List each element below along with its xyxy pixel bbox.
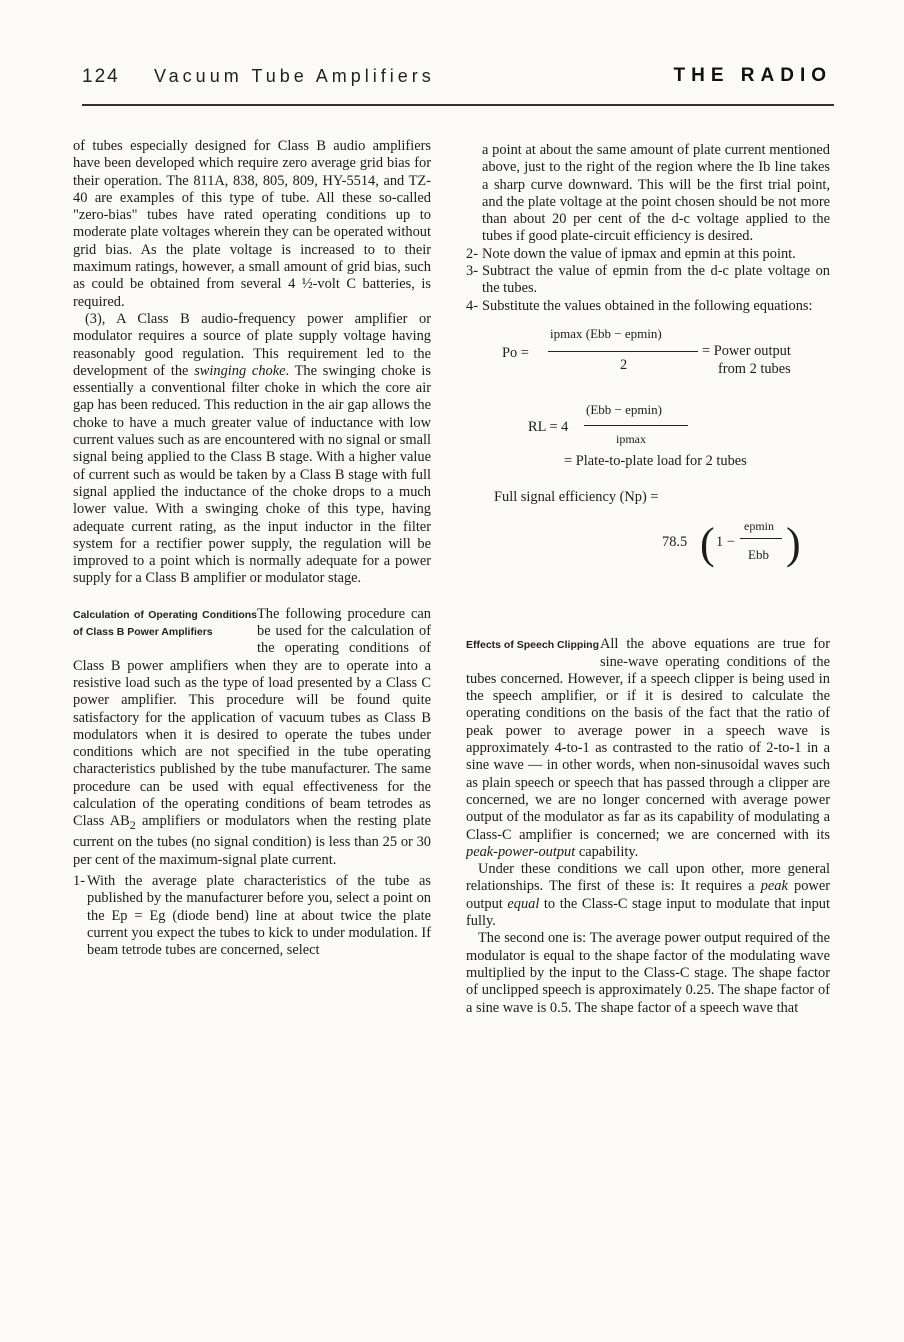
paragraph-zero-bias: of tubes especially designed for Class B audio amplifiers have been developed which require zero average grid bias for their operation. The 811A, 838, 805, 809, HY-5514, and TZ-40 are examples of this type of tube. All these so-called "zero-bias" tubes have rated operating conditions up to moderate plate voltages wherein they can be operated without grid bias. As the plate voltage is increased to to their maximum ratings, however, a small amount of grid bias, such as could be obtained from several 4 ½-volt C batteries, is required. bbox=[73, 138, 431, 310]
step-number: 1- bbox=[73, 873, 85, 890]
paragraph-swinging-choke bbox=[73, 311, 431, 588]
section-speech-clipping bbox=[466, 636, 830, 861]
step-text: Subtract the value of epmin from the d-c plate voltage on the tubes. bbox=[482, 263, 830, 297]
header-rule bbox=[82, 104, 834, 106]
subscript: 2 bbox=[129, 818, 136, 833]
term-peak-power-output: peak-power-output bbox=[466, 843, 576, 860]
text: All the above equations are true for sine-wave operating conditions of the tubes concerned. However, if a speech clipper is being used in the speech amplifier, or if it is desired to calculate the operating conditions on the basis of the fact that the ratio of peak power to average power in a speech wave is approximately 4-to-1 as contrasted to the ratio of 2-to-1 in a sine wave — in other words, when non-sinusoidal waves such as plain speech or speech that has passed through a clipper are concerned, we are no longer concerned with average power output of the modulator as far as its capability of modulating a Class-C amplifier is concerned; we are concerned with its bbox=[466, 636, 830, 843]
equation-power-output bbox=[466, 325, 830, 401]
page-number: 124 bbox=[82, 66, 120, 87]
eff-fraction-bar bbox=[740, 538, 782, 539]
step-number: 3- bbox=[466, 263, 478, 280]
procedure-steps-cont bbox=[466, 142, 830, 315]
paragraph-second-relationship: The second one is: The average power output required of the modulator is equal to the shape factor of the modulating wave multiplied by the input to the Class-C stage. The shape factor of unclipped speech is approximately 0.25. The shape factor of a sine wave is 0.5. The shape factor of a speech wave that bbox=[466, 930, 830, 1016]
page-header bbox=[82, 62, 832, 98]
step-number: 4- bbox=[466, 297, 478, 314]
text: power output bbox=[466, 878, 830, 912]
step-2 bbox=[466, 246, 830, 263]
paren-right: ) bbox=[786, 519, 801, 569]
eff-coefficient: 78.5 bbox=[662, 534, 688, 551]
eq1-denominator: 2 bbox=[620, 356, 628, 373]
eq1-note-2: from 2 tubes bbox=[718, 360, 791, 377]
step-1-continued bbox=[466, 142, 830, 246]
eff-numerator: epmin bbox=[744, 519, 774, 534]
eq2-note: = Plate-to-plate load for 2 tubes bbox=[564, 452, 747, 469]
eq2-lhs: RL = 4 bbox=[528, 418, 569, 435]
eq2-numerator: (Ebb − epmin) bbox=[586, 401, 662, 417]
step-number: 2- bbox=[466, 245, 478, 262]
eq2-denominator: ipmax bbox=[616, 431, 646, 446]
step-text: Substitute the values obtained in the following equations: bbox=[482, 297, 813, 314]
text: capability. bbox=[575, 843, 639, 860]
text: . The swinging choke is essentially a conventional filter choke in which the core air gap has been reduced. This reduction in the air gap allows the choke to have a much greater value of inductance with low current values such as are encountered with no signal or small signal being applied to the Class B stage. With a higher value of current such as would be taken by a Class B stage with full signal applied the inductance of the choke drops to a much lower value. With a swinging choke of this type, having adequate current rating, as the input inductor in the filter system for a rectifier power supply, the regulation will be improved to a point which is normally adequate for a power supply for a Class B amplifier or modulator stage. bbox=[73, 362, 431, 587]
equation-efficiency bbox=[466, 514, 830, 594]
eff-denominator: Ebb bbox=[748, 547, 769, 563]
eff-one-minus: 1 − bbox=[716, 534, 735, 551]
eq2-fraction-bar bbox=[584, 425, 688, 426]
paren-left: ( bbox=[700, 519, 715, 569]
text: to the Class-C stage input to modulate that input fully. bbox=[466, 895, 830, 930]
eq1-note-1: = Power output bbox=[702, 342, 791, 359]
step-text: With the average plate characteristics of the tube as published by the manufacturer before you, select a point on the Ep = Eg (diode bend) line at about twice the plate current you expect the tubes to kick to under modulation. If beam tetrode tubes are concerned, select bbox=[87, 873, 431, 959]
text: Under these conditions we call upon other, more general relationships. The first of these is: It requires a bbox=[466, 861, 830, 895]
text: amplifiers or modulators when the resting plate current on the tubes (no signal condition) is less than 25 or 30 per cent of the maximum-signal plate current. bbox=[73, 813, 431, 868]
step-4 bbox=[466, 298, 830, 315]
step-text: a point at about the same amount of plate current mentioned above, just to the right of the region where the Ib line takes a sharp curve downward. This will be the first trial point, and the plate voltage at the point chosen should be not more than about 20 per cent of the d-c voltage applied to the tubes if good plate-circuit efficiency is desired. bbox=[482, 142, 830, 245]
efficiency-label: Full signal efficiency (Np) = bbox=[494, 488, 659, 505]
term-peak: peak bbox=[760, 878, 788, 895]
running-title: Vacuum Tube Amplifiers bbox=[154, 66, 435, 86]
paragraph-procedure bbox=[73, 606, 431, 869]
paragraph-conditions bbox=[466, 861, 830, 930]
equation-load bbox=[466, 401, 830, 471]
paragraph-clipping bbox=[466, 636, 830, 861]
text: The following procedure can be used for the calculation of the operating conditions of Class B power amplifiers when they are to operate into a resistive load such as the type of load presented by a Class C power amplifier. This procedure will be found quite satisfactory for the application of vacuum tubes as Class B modulators when it is desired to operate the tubes under conditions which are not specified in the tube operating characteristics published by the tube manufacturer. The same procedure can be used with equal effectiveness for the calculation of the operating conditions of beam tetrodes as Class AB bbox=[73, 605, 431, 830]
book-title: THE RADIO bbox=[673, 65, 832, 86]
term-equal: equal bbox=[507, 895, 540, 912]
step-3 bbox=[466, 263, 830, 298]
eq1-numerator: ipmax (Ebb − epmin) bbox=[550, 325, 662, 341]
section-heading: Effects of Speech Clipping bbox=[466, 639, 600, 652]
section-heading: Calculation of Operating Conditions of Class B Power Amplifiers bbox=[73, 608, 257, 639]
eq1-fraction-bar bbox=[548, 351, 698, 352]
left-column bbox=[73, 138, 431, 960]
step-text: Note down the value of ipmax and epmin at this point. bbox=[482, 245, 796, 262]
step-1 bbox=[73, 873, 431, 959]
text: (3), A Class B audio-frequency power amplifier or modulator requires a source of plate supply voltage having reasonably good regulation. This requirement led to the development of the bbox=[73, 310, 431, 379]
eq1-lhs: Po = bbox=[502, 344, 529, 361]
right-column bbox=[466, 138, 830, 1017]
section-class-b-calculation bbox=[73, 606, 431, 869]
term-swinging-choke: swinging choke bbox=[194, 362, 286, 379]
procedure-steps bbox=[73, 873, 431, 959]
